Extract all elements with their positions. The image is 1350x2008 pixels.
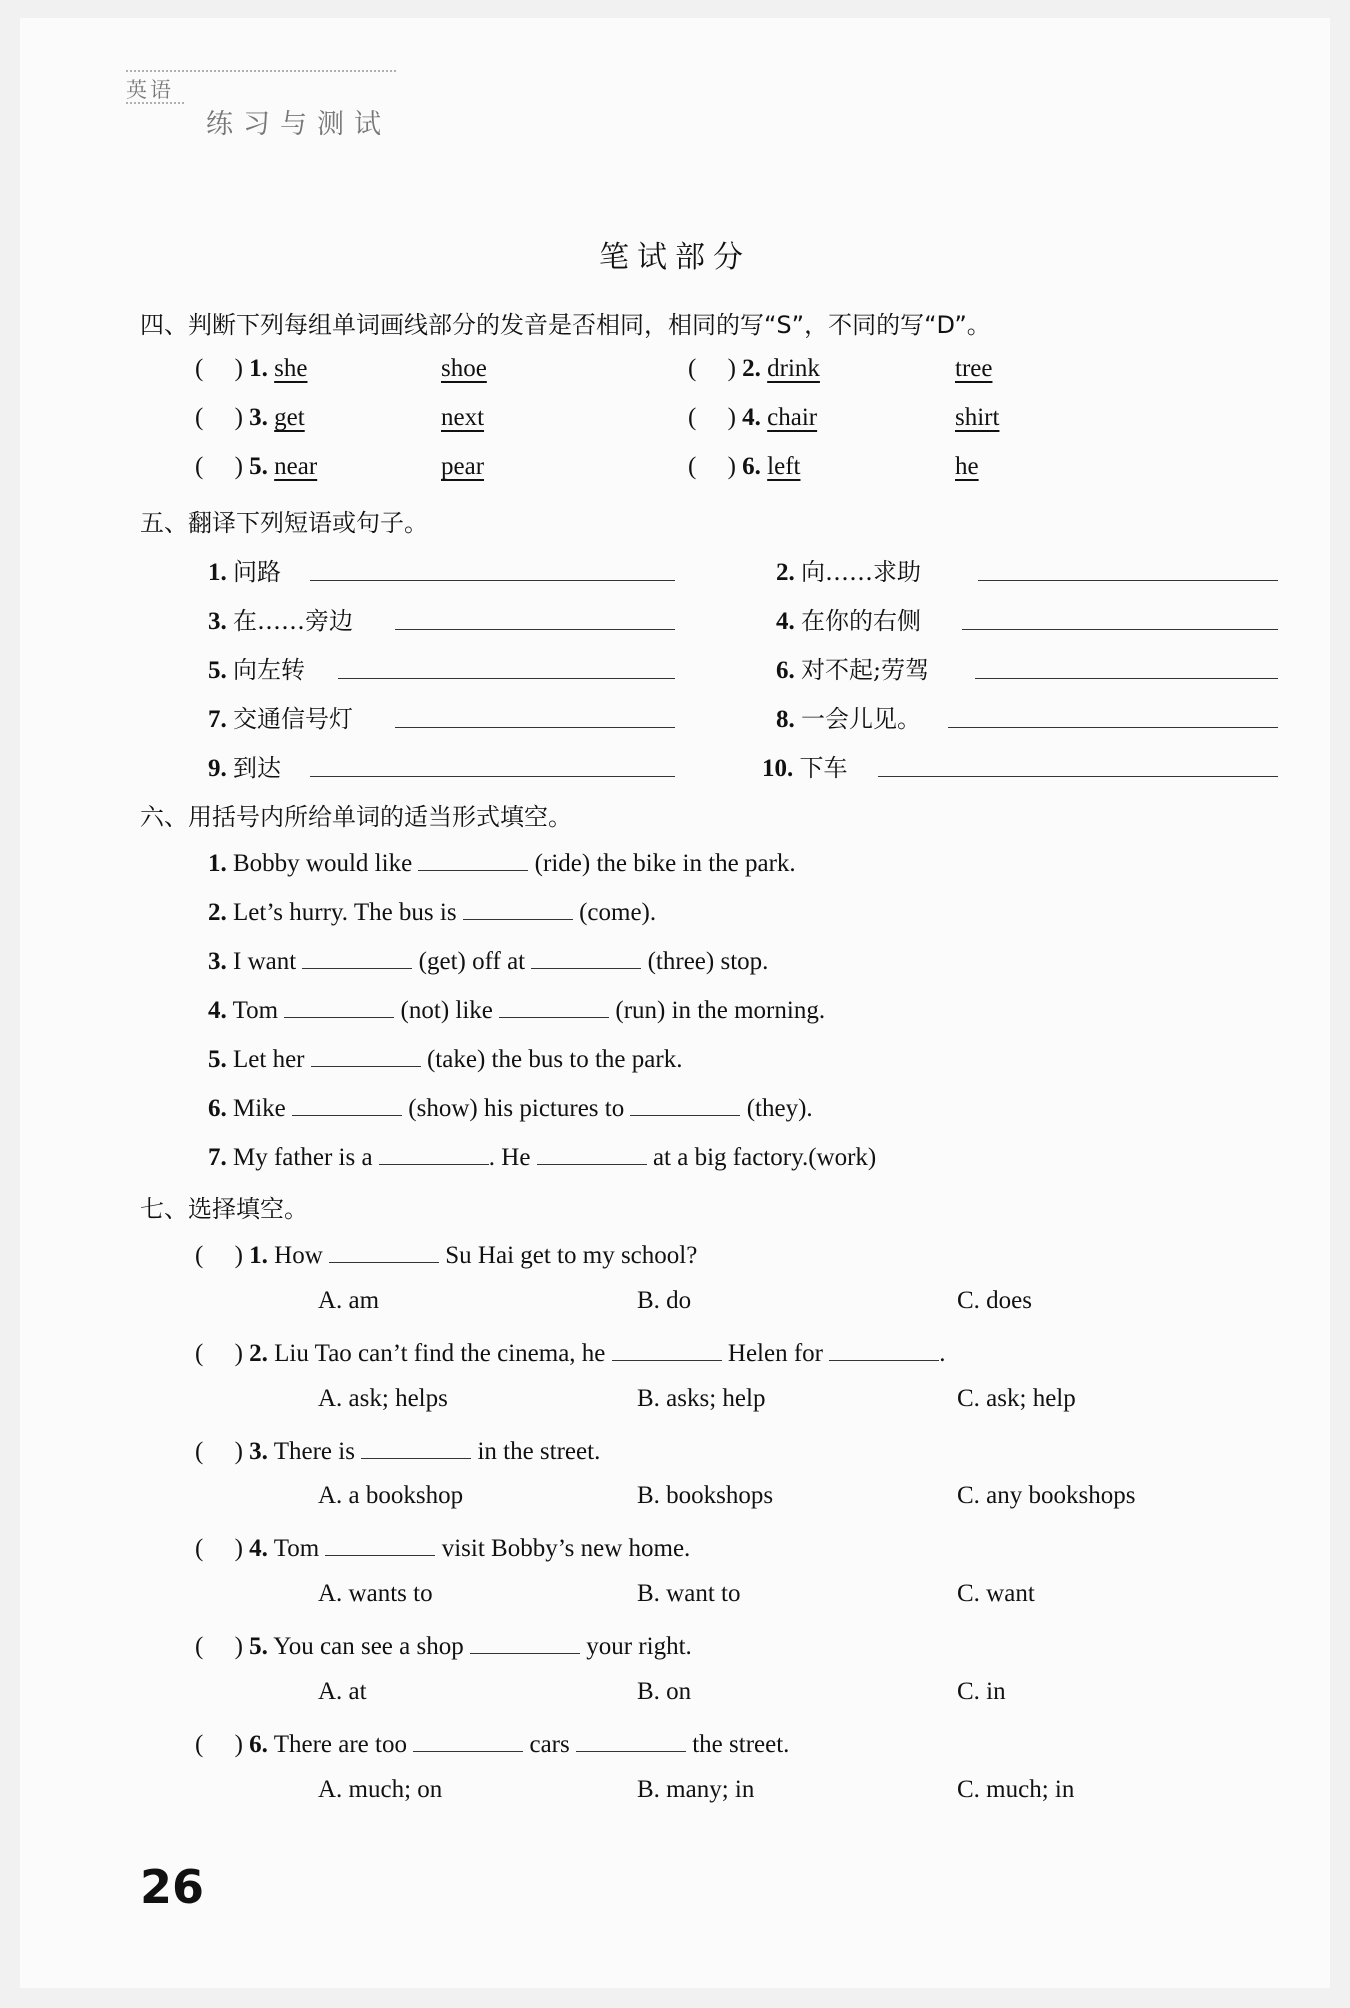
s4-word: near <box>274 453 318 480</box>
answer-line[interactable] <box>975 678 1278 679</box>
s7-item-5: ( ) 5. You can see a shop your right. <box>195 1629 692 1661</box>
s7-item-1: ( ) 1. How Su Hai get to my school? <box>195 1238 697 1270</box>
s6-item-3: 3. I want (get) off at (three) stop. <box>208 944 768 976</box>
fill-blank[interactable] <box>329 1238 439 1263</box>
s7-item-2: ( ) 2. Liu Tao can’t find the cinema, he Helen for . <box>195 1336 946 1368</box>
s4-word: next <box>441 404 485 431</box>
s4-word: get <box>274 404 305 431</box>
fill-blank[interactable] <box>537 1140 647 1165</box>
fill-blank[interactable] <box>284 993 394 1018</box>
s4-num: 4. <box>742 404 761 431</box>
s4-word: she <box>274 355 308 382</box>
option-b[interactable]: B. on <box>637 1678 692 1705</box>
s5-item-2: 2. 向……求助 <box>776 558 921 586</box>
option-b[interactable]: B. do <box>637 1287 692 1314</box>
option-a[interactable]: A. a bookshop <box>318 1482 464 1509</box>
s4-num: 6. <box>742 453 761 480</box>
s7-heading: 七、选择填空。 <box>140 1195 308 1223</box>
option-c[interactable]: C. does <box>957 1287 1032 1314</box>
s4-num: 3. <box>249 404 268 431</box>
s4-word: pear <box>441 453 485 480</box>
fill-blank[interactable] <box>325 1531 435 1556</box>
page-number: 26 <box>140 1860 205 1914</box>
option-c[interactable]: C. much; in <box>957 1776 1075 1803</box>
s5-item-5: 5. 向左转 <box>208 656 305 684</box>
fill-blank[interactable] <box>302 944 412 969</box>
option-a[interactable]: A. wants to <box>318 1580 433 1607</box>
fill-blank[interactable] <box>612 1336 722 1361</box>
answer-line[interactable] <box>878 776 1278 777</box>
s5-item-1: 1. 问路 <box>208 558 281 586</box>
s4-item-5: ( ) 5. near <box>195 453 318 480</box>
option-c[interactable]: C. in <box>957 1678 1006 1705</box>
s4-word: he <box>955 453 979 480</box>
option-b[interactable]: B. many; in <box>637 1776 755 1803</box>
s7-item-3: ( ) 3. There is in the street. <box>195 1434 600 1466</box>
fill-blank[interactable] <box>470 1629 580 1654</box>
s7-item-4: ( ) 4. Tom visit Bobby’s new home. <box>195 1531 690 1563</box>
s6-item-2: 2. Let’s hurry. The bus is (come). <box>208 895 656 927</box>
option-a[interactable]: A. ask; helps <box>318 1385 448 1412</box>
s5-item-9: 9. 到达 <box>208 754 281 782</box>
s5-item-10: 10. 下车 <box>762 754 848 782</box>
option-c[interactable]: C. any bookshops <box>957 1482 1136 1509</box>
answer-line[interactable] <box>962 629 1278 630</box>
fill-blank[interactable] <box>829 1336 939 1361</box>
fill-blank[interactable] <box>379 1140 489 1165</box>
answer-line[interactable] <box>395 727 675 728</box>
page-header <box>106 70 396 142</box>
s6-heading: 六、用括号内所给单词的适当形式填空。 <box>140 803 572 831</box>
answer-line[interactable] <box>338 678 675 679</box>
s4-word: chair <box>767 404 818 431</box>
s5-item-7: 7. 交通信号灯 <box>208 705 353 733</box>
fill-blank[interactable] <box>311 1042 421 1067</box>
fill-blank[interactable] <box>463 895 573 920</box>
header-series: 练习与测试 <box>206 109 391 140</box>
option-b[interactable]: B. asks; help <box>637 1385 766 1412</box>
answer-line[interactable] <box>978 580 1278 581</box>
s4-word: shoe <box>441 355 487 382</box>
answer-line[interactable] <box>395 629 675 630</box>
option-c[interactable]: C. ask; help <box>957 1385 1076 1412</box>
s4-num: 2. <box>742 355 761 382</box>
answer-line[interactable] <box>310 580 675 581</box>
s4-item-2: ( ) 2. drink <box>688 355 820 382</box>
header-dotted-line <box>126 70 396 72</box>
s4-word: drink <box>767 355 820 382</box>
option-a[interactable]: A. am <box>318 1287 380 1314</box>
s4-item-6: ( ) 6. left <box>688 453 801 480</box>
option-a[interactable]: A. at <box>318 1678 367 1705</box>
fill-blank[interactable] <box>531 944 641 969</box>
fill-blank[interactable] <box>630 1091 740 1116</box>
fill-blank[interactable] <box>361 1434 471 1459</box>
s6-item-7: 7. My father is a . He at a big factory.(work) <box>208 1140 876 1172</box>
answer-line[interactable] <box>310 776 675 777</box>
s4-item-3: ( ) 3. get <box>195 404 305 431</box>
s4-num: 5. <box>249 453 268 480</box>
s5-item-6: 6. 对不起;劳驾 <box>776 656 930 684</box>
header-subject-underline <box>126 102 184 104</box>
s4-word: shirt <box>955 404 1000 431</box>
fill-blank[interactable] <box>418 846 528 871</box>
s4-word: tree <box>955 355 993 382</box>
s6-item-1: 1. Bobby would like (ride) the bike in the park. <box>208 846 796 878</box>
option-c[interactable]: C. want <box>957 1580 1035 1607</box>
s7-item-6: ( ) 6. There are too cars the street. <box>195 1727 789 1759</box>
fill-blank[interactable] <box>576 1727 686 1752</box>
s6-item-4: 4. Tom (not) like (run) in the morning. <box>208 993 825 1025</box>
s4-num: 1. <box>249 355 268 382</box>
s5-item-8: 8. 一会儿见。 <box>776 705 921 733</box>
s4-heading: 四、判断下列每组单词画线部分的发音是否相同，相同的写“S”，不同的写“D”。 <box>140 311 991 339</box>
s5-item-3: 3. 在……旁边 <box>208 607 353 635</box>
s6-item-5: 5. Let her (take) the bus to the park. <box>208 1042 682 1074</box>
option-a[interactable]: A. much; on <box>318 1776 443 1803</box>
option-b[interactable]: B. bookshops <box>637 1482 774 1509</box>
s4-item-4: ( ) 4. chair <box>688 404 818 431</box>
fill-blank[interactable] <box>292 1091 402 1116</box>
s5-heading: 五、翻译下列短语或句子。 <box>140 509 428 537</box>
s4-word: left <box>767 453 801 480</box>
section-title: 笔试部分 <box>599 241 751 274</box>
fill-blank[interactable] <box>499 993 609 1018</box>
s5-item-4: 4. 在你的右侧 <box>776 607 921 635</box>
header-subject: 英语 <box>126 78 174 102</box>
option-b[interactable]: B. want to <box>637 1580 741 1607</box>
fill-blank[interactable] <box>413 1727 523 1752</box>
s4-item-1: ( ) 1. she <box>195 355 308 382</box>
s6-item-6: 6. Mike (show) his pictures to (they). <box>208 1091 813 1123</box>
answer-line[interactable] <box>948 727 1278 728</box>
